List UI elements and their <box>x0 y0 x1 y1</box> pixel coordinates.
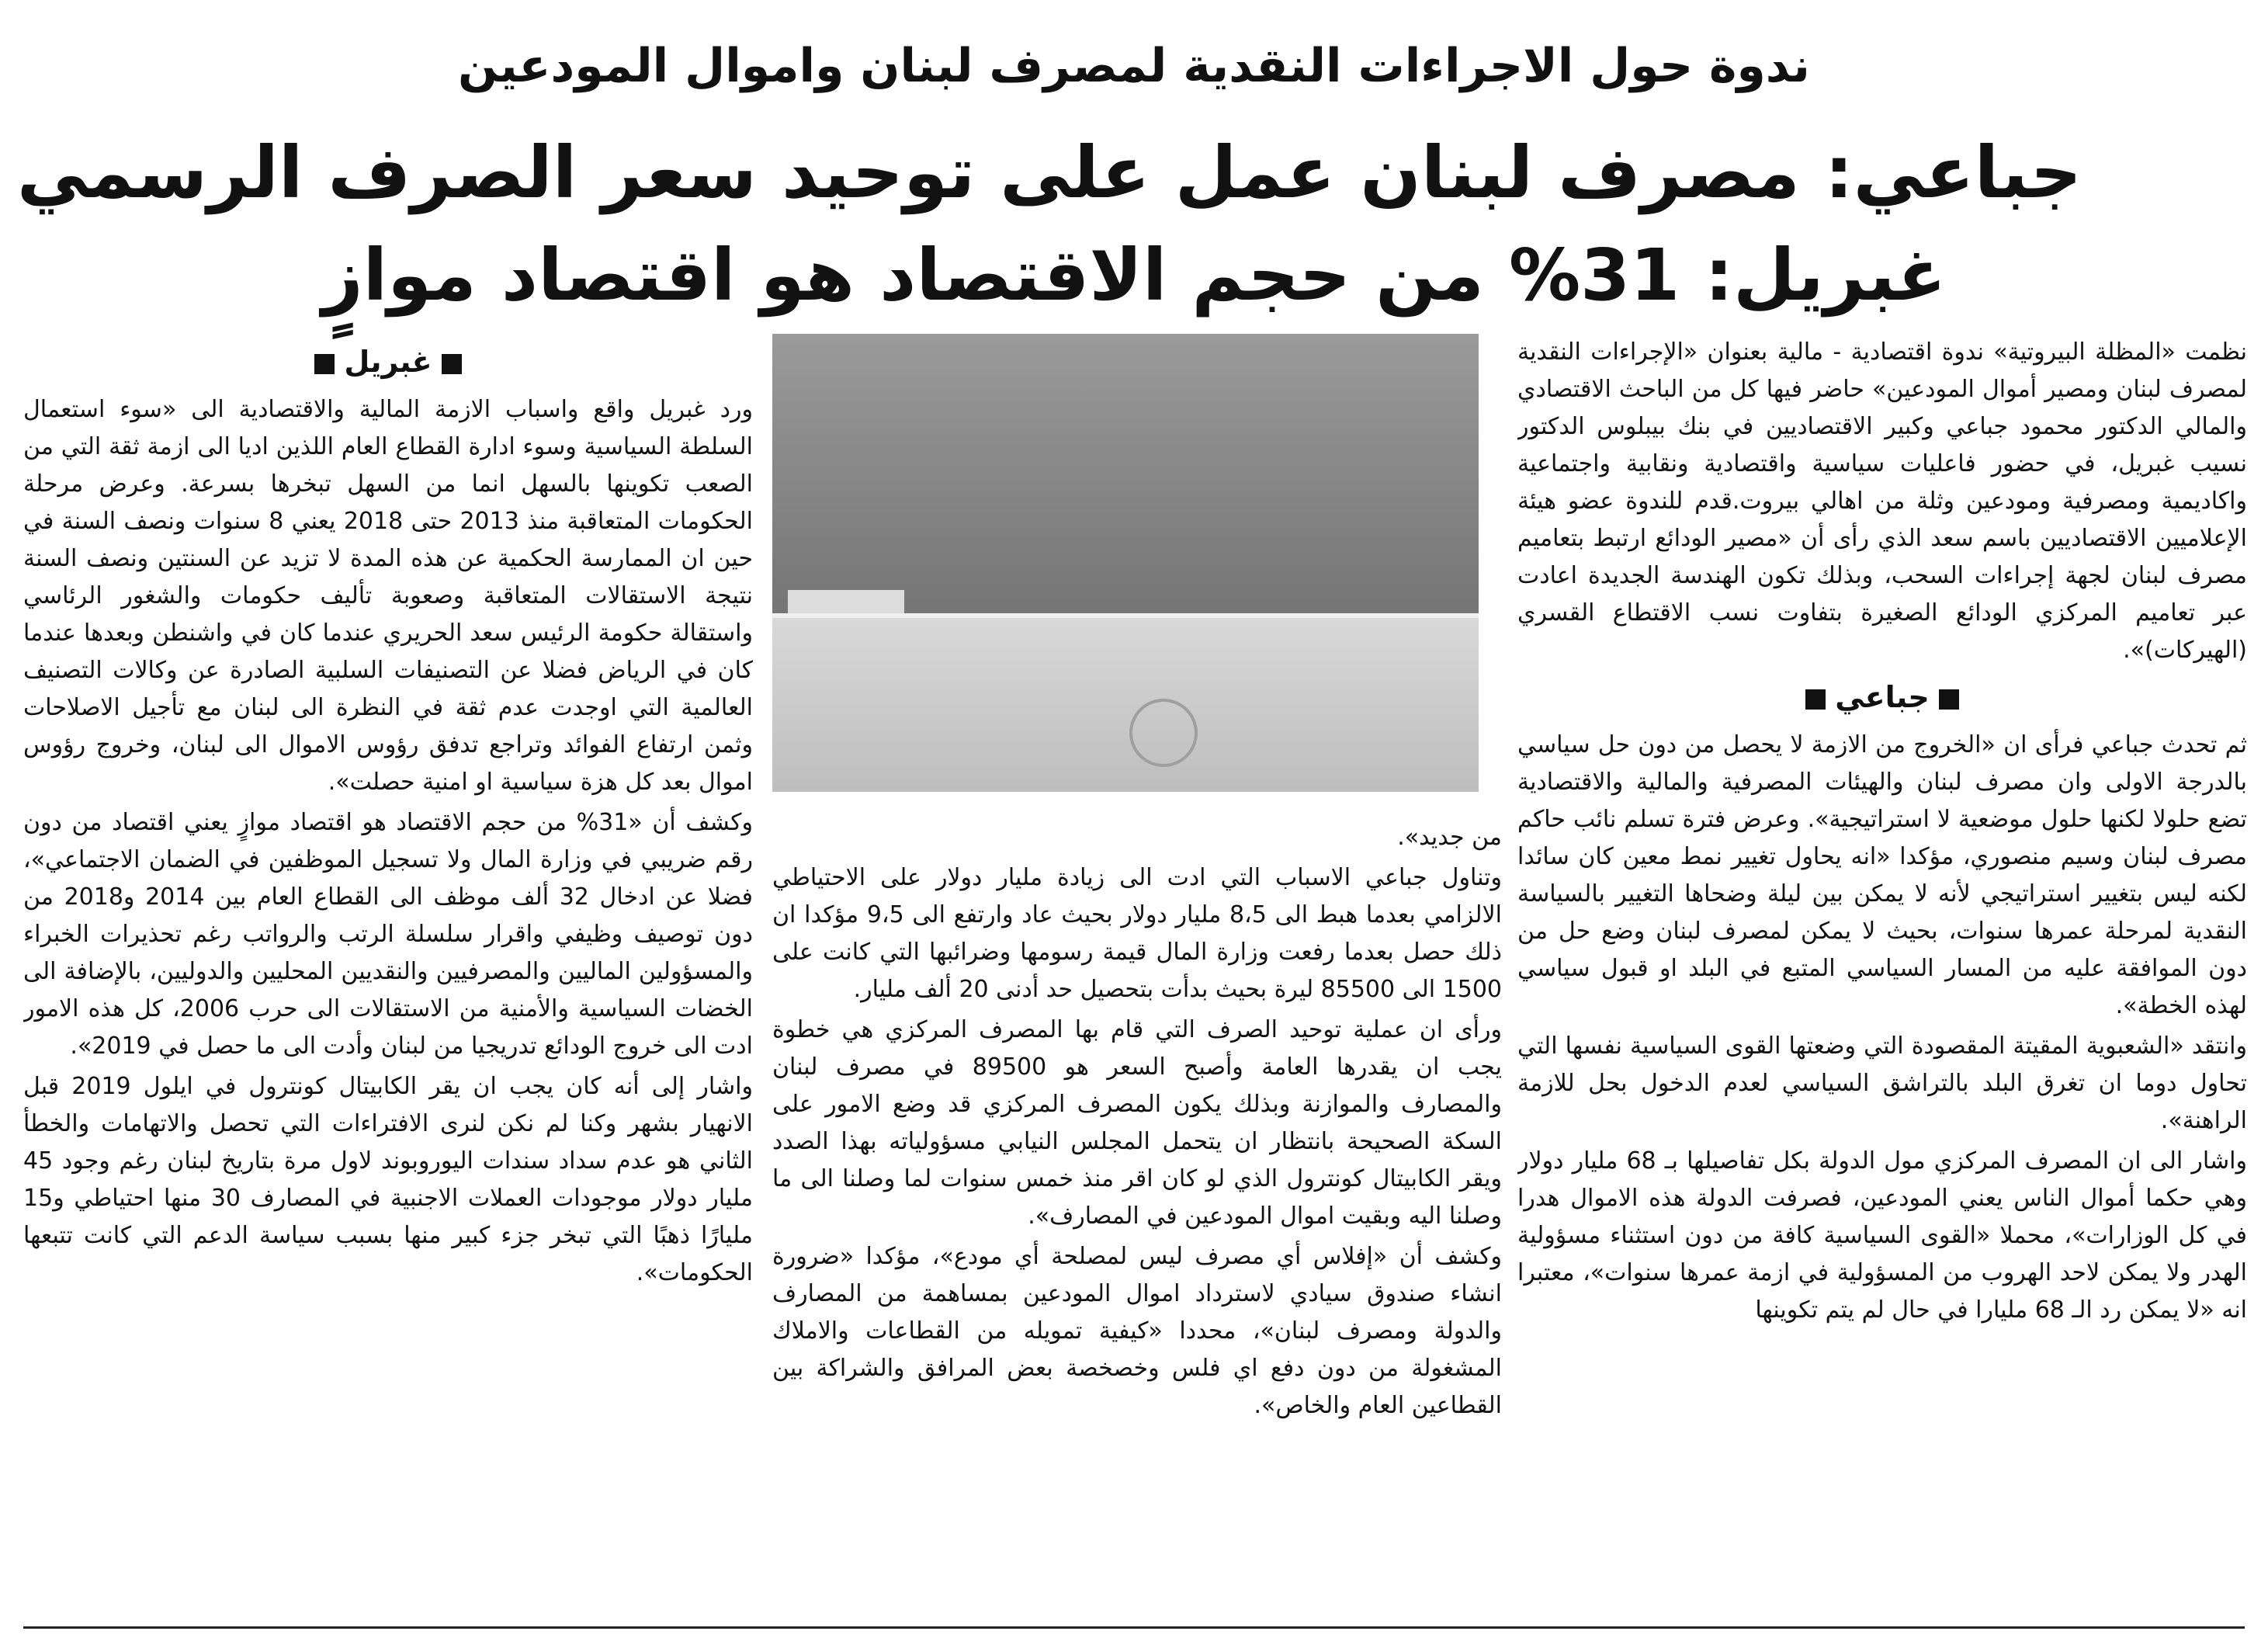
paragraph: وكشف أن «31% من حجم الاقتصاد هو اقتصاد موازٍ يعني اقتصاد من دون رقم ضريبي في وزارة المال ولا تسجيل الموظفين في الضمان الاجتماعي»، فضلا عن ادخال 32 ألف موظف الى القطاع العام بين 2014 و2018 من دون توصيف وظيفي واقرار سلسلة الرتب والرواتب رغم تحذيرات الخبراء والمسؤولين الماليين والمصرفيين والنقديين المحليين والدوليين، بالإضافة الى الخضات السياسية والأمنية من الاستقالات الى حرب 2006، كل هذه الامور ادت الى خروج الودائع تدريجيا من لبنان وأدت الى ما حصل في 2019». <box>23 809 753 1060</box>
paragraph: وتناول جباعي الاسباب التي ادت الى زيادة مليار دولار على الاحتياطي الالزامي بعدما هبط الى 8،5 مليار دولار بحيث عاد وارتفع الى 9،5 مؤكدا ان ذلك حصل بعدما رفعت وزارة المال قيمة رسومها وضرائبها التي كانت على 1500 الى 85500 ليرة بحيث بدأت بتحصيل حد أدنى 20 ألف مليار. <box>772 864 1502 1003</box>
photo-table <box>772 613 1479 792</box>
subhead-label: جباعي <box>1835 680 1930 714</box>
paragraph: من جديد». <box>1397 824 1502 851</box>
square-bullet-icon <box>1805 689 1826 710</box>
paragraph: ثم تحدث جباعي فرأى ان «الخروج من الازمة لا يحصل من دون حل سياسي بالدرجة الاولى وان مصرف لبنان والهيئات المصرفية والمالية والاقتصادية تضع حلولا لكنها حلول موضعية لا استراتيجية». وعرض فترة تسلم نائب حاكم مصرف لبنان وسيم منصوري، مؤكدا «انه يحاول تغيير نمط معين كان سائدا لكنه ليس بتغيير استراتيجي لأنه لا يمكن بين ليلة وضحاها التغيير بالسياسة النقدية لمرحلة عمرها سنوات، بحيث لا يمكن لمصرف لبنان وضع حل من دون الموافقة عليه من المسار السياسي المتبع في البلد او قبول سياسي لهذه الخطة». <box>1517 731 2247 1019</box>
column-left <box>23 334 753 1622</box>
paragraph: وكشف أن «إفلاس أي مصرف ليس لمصلحة أي مودع»، مؤكدا «ضرورة انشاء صندوق سيادي لاسترداد اموال المودعين بمساهمة من المصارف والدولة ومصرف لبنان»، محددا «كيفية تمويله من القطاعات والاملاك المشغولة من دون دفع اي فلس وخصخصة بعض المرافق والشراكة بين القطاعين العام والخاص». <box>772 1243 1502 1419</box>
paragraph: نظمت «المظلة البيروتية» ندوة اقتصادية - مالية بعنوان «الإجراءات النقدية لمصرف لبنان ومصير أموال المودعين» حاضر فيها كل من الباحث الاقتصادي والمالي الدكتور محمود جباعي وكبير الاقتصاديين في بنك بيبلوس الدكتور نسيب غبريل، في حضور فاعليات سياسية واقتصادية ونقابية واجتماعية واكاديمية ومصرفية ومودعين وثلة من اهالي بيروت.قدم للندوة عضو هيئة الإعلاميين الاقتصاديين باسم سعد الذي رأى أن «مصير الودائع ارتبط بتعاميم مصرف لبنان لجهة إجراءات السحب، وبذلك تكون الهندسة الجديدة اعادت عبر تعاميم المركزي الودائع الصغيرة بتفاوت نسب الاقتطاع القسري (الهيركات)». <box>1517 338 2247 664</box>
paragraph: واشار إلى أنه كان يجب ان يقر الكابيتال كونترول في ايلول 2019 قبل الانهيار بشهر وكنا لم نكن لنرى الافتراءات التي تحصل والاتهامات والخطأ الثاني هو عدم سداد سندات اليوروبوند لاول مرة بتاريخ لبنان رغم وجود 45 مليار دولار موجودات العملات الاجنبية في المصارف 30 منها احتياطي و15 مليارًا ذهبًا التي تبخر جزء كبير منها بسبب سياسة الدعم التي كانت تتبعها الحكومات». <box>23 1073 753 1286</box>
subhead-ghobril <box>23 340 753 383</box>
paragraph: وانتقد «الشعبوية المقيتة المقصودة التي وضعتها القوى السياسية نفسها التي تحاول دوما ان تغرق البلد بالتراشق السياسي لعدم الدخول بحل للازمة الراهنة». <box>1517 1032 2247 1134</box>
headline-main: جباعي: مصرف لبنان عمل على توحيد سعر الصرف الرسمي <box>16 131 2082 214</box>
square-bullet-icon <box>1939 689 1959 710</box>
photo-panel <box>772 334 1479 792</box>
bottom-rule <box>23 1626 2245 1629</box>
subhead-label: غبريل <box>344 345 432 379</box>
column-middle <box>772 819 1502 1622</box>
paragraph: ورد غبريل واقع واسباب الازمة المالية والاقتصادية الى «سوء استعمال السلطة السياسية وسوء ادارة القطاع العام اللذين اديا الى ازمة ثقة التي من الصعب تكوينها بالسهل انما من السهل تبخرها بسرعة. وعرض مرحلة الحكومات المتعاقبة منذ 2013 حتى 2018 يعني 8 سنوات ونصف السنة في حين ان الممارسة الحكمية عن هذه المدة لا تزيد عن السنتين ونصف السنة نتيجة الاستقالات المتعاقبة وصعوبة تأليف حكومات والشغور الرئاسي واستقالة حكومة الرئيس سعد الحريري عندما كان في واشنطن وبعدها عندما كان في الرياض فضلا عن التصنيفات السلبية الصادرة عن وكالات التصنيف العالمية التي اوجدت عدم ثقة في النظرة الى لبنان مع تأجيل الاصلاحات وثمن ارتفاع الفوائد وتراجع تدفق رؤوس الاموال الى لبنان، وخروج رؤوس اموال بعد كل هزة سياسية او امنية حصلت». <box>23 396 753 796</box>
headline-secondary: غبريل: 31% من حجم الاقتصاد هو اقتصاد موازٍ <box>321 234 1947 317</box>
subhead-jabai <box>1517 675 2247 719</box>
kicker: ندوة حول الاجراءات النقدية لمصرف لبنان واموال المودعين <box>458 39 1810 93</box>
paragraph: ورأى ان عملية توحيد الصرف التي قام بها المصرف المركزي هي خطوة يجب ان يقدرها العامة وأصبح السعر هو 89500 في مصرف لبنان والمصارف والموازنة وبذلك يكون المصرف المركزي قد وضع الامور على السكة الصحيحة بانتظار ان يتحمل المجلس النيابي مسؤولياته بهذا الصدد ويقر الكابيتال كونترول الذي لو كان اقر منذ خمس سنوات لما وصلنا الى ما وصلنا اليه وبقيت اموال المودعين في المصارف». <box>772 1016 1502 1230</box>
column-right <box>1517 334 2247 1622</box>
square-bullet-icon <box>442 354 462 374</box>
square-bullet-icon <box>314 354 335 374</box>
emblem-icon <box>1129 699 1198 767</box>
paragraph: واشار الى ان المصرف المركزي مول الدولة بكل تفاصيلها بـ 68 مليار دولار وهي حكما أموال الناس يعني المودعين، فصرفت الدولة هذه الاموال هدرا في كل الوزارات»، محملا «القوى السياسية كافة من دون استثناء مسؤولية الهدر ولا يمكن لاحد الهروب من المسؤولية في ازمة عمرها سنوات»، معتبرا انه «لا يمكن رد الـ 68 مليارا في حال لم يتم تكوينها <box>1517 1147 2247 1324</box>
